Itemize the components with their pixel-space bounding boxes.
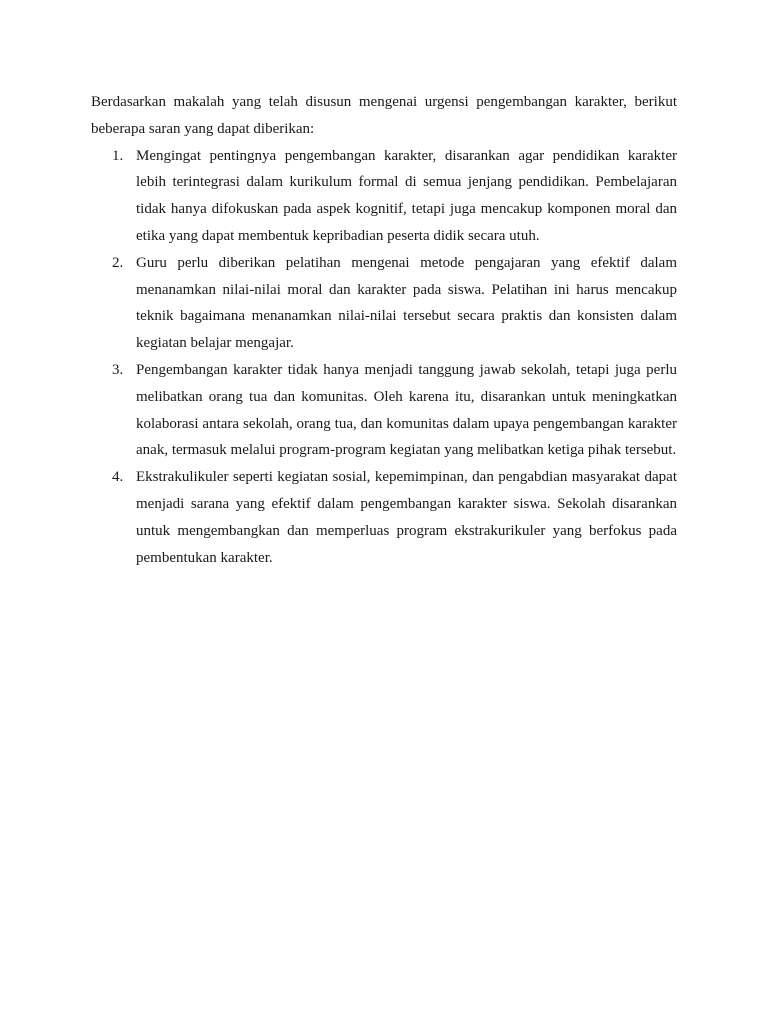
intro-paragraph: Berdasarkan makalah yang telah disusun mengenai urgensi pengembangan karakter, berikut beberapa saran yang dapat diberikan: (91, 94, 677, 137)
document-page (91, 89, 677, 571)
list-item (91, 357, 677, 464)
list-item-number: 2. (112, 254, 124, 271)
list-item (91, 143, 677, 250)
list-item-number: 1. (112, 147, 124, 164)
list-item (91, 250, 677, 357)
list-item-text: Ekstrakulikuler seperti kegiatan sosial, kepemimpinan, dan pengabdian masyarakat dapat menjadi sarana yang efektif dalam pengembangan karakter siswa. Sekolah disarankan untuk mengembangkan dan memperluas program ekstrakurikuler yang berfokus pada pembentukan karakter. (136, 469, 677, 566)
list-item-text: Mengingat pentingnya pengembangan karakter, disarankan agar pendidikan karakter lebih terintegrasi dalam kurikulum formal di semua jenjang pendidikan. Pembelajaran tidak hanya difokuskan pada aspek kognitif, tetapi juga mencakup komponen moral dan etika yang dapat membentuk kepribadian peserta didik secara utuh. (136, 147, 677, 244)
list-item (91, 464, 677, 571)
list-item-number: 3. (112, 361, 124, 378)
list-item-text: Pengembangan karakter tidak hanya menjadi tanggung jawab sekolah, tetapi juga perlu melibatkan orang tua dan komunitas. Oleh karena itu, disarankan untuk meningkatkan kolaborasi antara sekolah, orang tua, dan komunitas dalam upaya pengembangan karakter anak, termasuk melalui program-program kegiatan yang melibatkan ketiga pihak tersebut. (136, 361, 677, 459)
suggestion-list (91, 143, 677, 572)
list-item-number: 4. (112, 469, 124, 486)
list-item-text: Guru perlu diberikan pelatihan mengenai metode pengajaran yang efektif dalam menanamkan nilai-nilai moral dan karakter pada siswa. Pelatihan ini harus mencakup teknik bagaimana menanamkan nilai-nilai tersebut secara praktis dan konsisten dalam kegiatan belajar mengajar. (136, 254, 677, 352)
